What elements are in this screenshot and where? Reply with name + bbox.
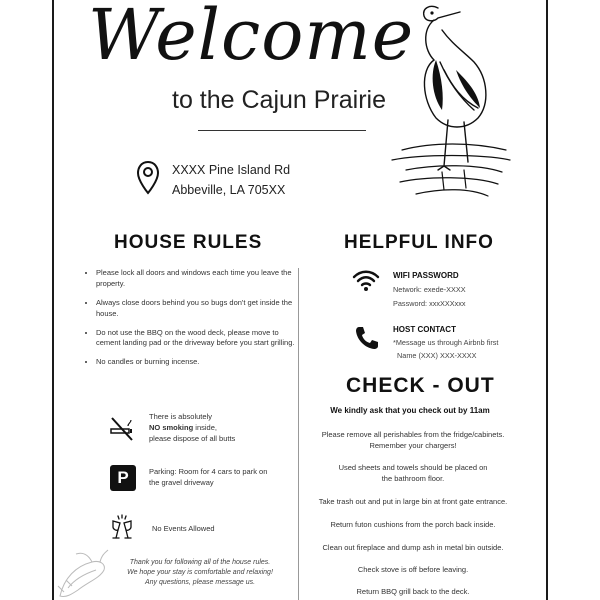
wifi-title: WIFI PASSWORD	[393, 271, 459, 280]
parking-icon: P	[110, 465, 136, 491]
host-contact-line-1: *Message us through Airbnb first	[393, 338, 499, 347]
host-contact-title: HOST CONTACT	[393, 325, 456, 334]
checkout-item	[300, 543, 526, 554]
no-smoking-line-3: please dispose of all butts	[149, 433, 236, 443]
crawfish-illustration	[54, 548, 110, 600]
house-rules-list	[86, 268, 296, 376]
checkout-heading: CHECK - OUT	[346, 374, 495, 397]
checkout-item-line: Return futon cushions from the porch back inside.	[330, 520, 496, 529]
right-border	[546, 0, 548, 600]
thank-you-note	[112, 558, 288, 588]
checkout-intro: We kindly ask that you check out by 11am	[330, 406, 490, 415]
checkout-item-line: the bathroom floor.	[381, 473, 445, 483]
title-divider	[198, 130, 366, 131]
no-events-text: No Events Allowed	[152, 524, 215, 533]
no-smoking-text	[149, 412, 235, 445]
list-item: • Do not use the BBQ on the wood deck, please move to cement landing pad or the driveway before you start grilling.	[96, 328, 296, 350]
no-smoking-line-1: There is absolutely	[149, 412, 212, 421]
helpful-info-heading: HELPFUL INFO	[344, 232, 494, 253]
page-title: Welcome	[88, 0, 415, 76]
thanks-line-2: We hope your stay is comfortable and relaxing!	[127, 569, 273, 577]
checkout-item	[300, 520, 526, 531]
map-pin-icon	[136, 160, 160, 196]
house-rules-heading: HOUSE RULES	[114, 232, 263, 253]
wifi-password: Password: xxxXXXxxx	[393, 299, 466, 308]
no-smoking-bold: NO smoking	[149, 422, 194, 432]
wifi-icon	[352, 268, 380, 292]
page-subtitle: to the Cajun Prairie	[172, 86, 387, 114]
checkout-item-line: Used sheets and towels should be placed on	[338, 463, 488, 472]
checkout-item-line: Remember your chargers!	[369, 440, 457, 450]
checkout-item	[300, 565, 526, 576]
checkout-item-line: Return BBQ grill back to the deck.	[356, 587, 470, 596]
address-line-2: Abbeville, LA 705XX	[172, 183, 286, 197]
checkout-item	[300, 497, 526, 508]
parking-line-1: Parking: Room for 4 cars to park on	[149, 467, 268, 476]
no-smoking-icon	[108, 414, 136, 442]
champagne-glasses-icon	[108, 513, 136, 541]
wifi-network: Network: exede-XXXX	[393, 285, 466, 294]
phone-icon	[354, 325, 380, 351]
checkout-item-line: Check stove is off before leaving.	[357, 565, 469, 574]
list-item: • No candles or burning incense.	[96, 357, 296, 368]
checkout-item	[300, 430, 526, 451]
parking-text	[149, 467, 267, 489]
no-smoking-rest: inside,	[193, 422, 217, 432]
parking-line-2: the gravel driveway	[149, 477, 214, 487]
column-divider	[298, 268, 299, 600]
list-item: • Please lock all doors and windows each time you leave the property.	[96, 268, 296, 290]
checkout-item-line: Clean out fireplace and dump ash in metal bin outside.	[322, 543, 504, 552]
thanks-line-1: Thank you for following all of the house rules.	[129, 559, 271, 566]
left-border	[52, 0, 54, 600]
thanks-line-3: Any questions, please message us.	[144, 579, 256, 587]
checkout-item-line: Please remove all perishables from the fridge/cabinets.	[321, 430, 505, 439]
heron-illustration	[382, 0, 512, 208]
checkout-item	[300, 587, 526, 598]
address-line-1: XXXX Pine Island Rd	[172, 163, 291, 177]
checkout-item	[300, 463, 526, 484]
host-contact-line-2: Name (XXX) XXX-XXXX	[397, 351, 477, 360]
list-item: • Always close doors behind you so bugs don't get inside the house.	[96, 298, 296, 320]
no-smoking-line-2	[149, 423, 235, 434]
checkout-item-line: Take trash out and put in large bin at front gate entrance.	[318, 497, 508, 506]
